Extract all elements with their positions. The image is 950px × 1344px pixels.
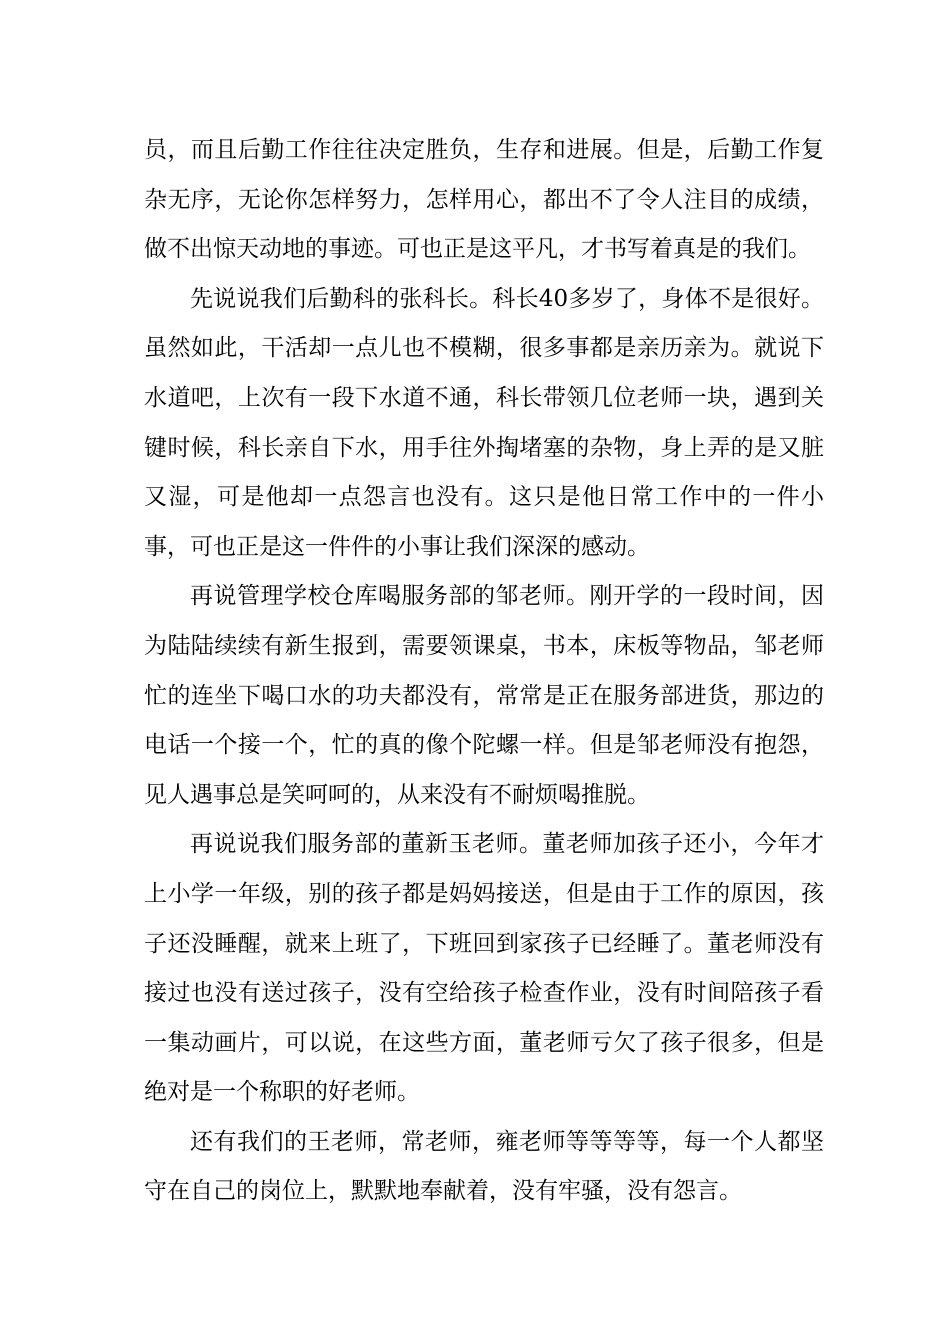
document-page <box>144 126 824 1217</box>
paragraph-2: 先说说我们后勤科的张科长。科长40多岁了，身体不是很好。虽然如此，干活却一点儿也不模糊，很多事都是亲历亲为。就说下水道吧，上次有一段下水道不通，科长带领几位老师一块，遇到关键时候，科长亲自下水，用手往外掏堵塞的杂物，身上弄的是又脏又湿，可是他却一点怨言也没有。这只是他日常工作中的一件小事，可也正是这一件件的小事让我们深深的感动。 <box>144 285 824 560</box>
paragraph-4: 再说说我们服务部的董新玉老师。董老师加孩子还小，今年才上小学一年级，别的孩子都是妈妈接送，但是由于工作的原因，孩子还没睡醒，就来上班了，下班回到家孩子已经睡了。董老师没有接过也没有送过孩子，没有空给孩子检查作业，没有时间陪孩子看一集动画片，可以说，在这些方面，董老师亏欠了孩子很多，但是绝对是一个称职的好老师。 <box>144 831 824 1106</box>
paragraph-1: 员，而且后勤工作往往决定胜负，生存和进展。但是，后勤工作复杂无序，无论你怎样努力，怎样用心，都出不了令人注目的成绩，做不出惊天动地的事迹。可也正是这平凡，才书写着真是的我们。 <box>144 137 824 263</box>
paragraph-5: 还有我们的王老师，常老师，雍老师等等等等，每一个人都坚守在自己的岗位上，默默地奉献着，没有牢骚，没有怨言。 <box>144 1128 824 1205</box>
paragraph-3: 再说管理学校仓库喝服务部的邹老师。刚开学的一段时间，因为陆陆续续有新生报到，需要领课桌，书本，床板等物品，邹老师忙的连坐下喝口水的功夫都没有，常常是正在服务部进货，那边的电话一个接一个，忙的真的像个陀螺一样。但是邹老师没有抱怨，见人遇事总是笑呵呵的，从来没有不耐烦喝推脱。 <box>144 583 824 808</box>
